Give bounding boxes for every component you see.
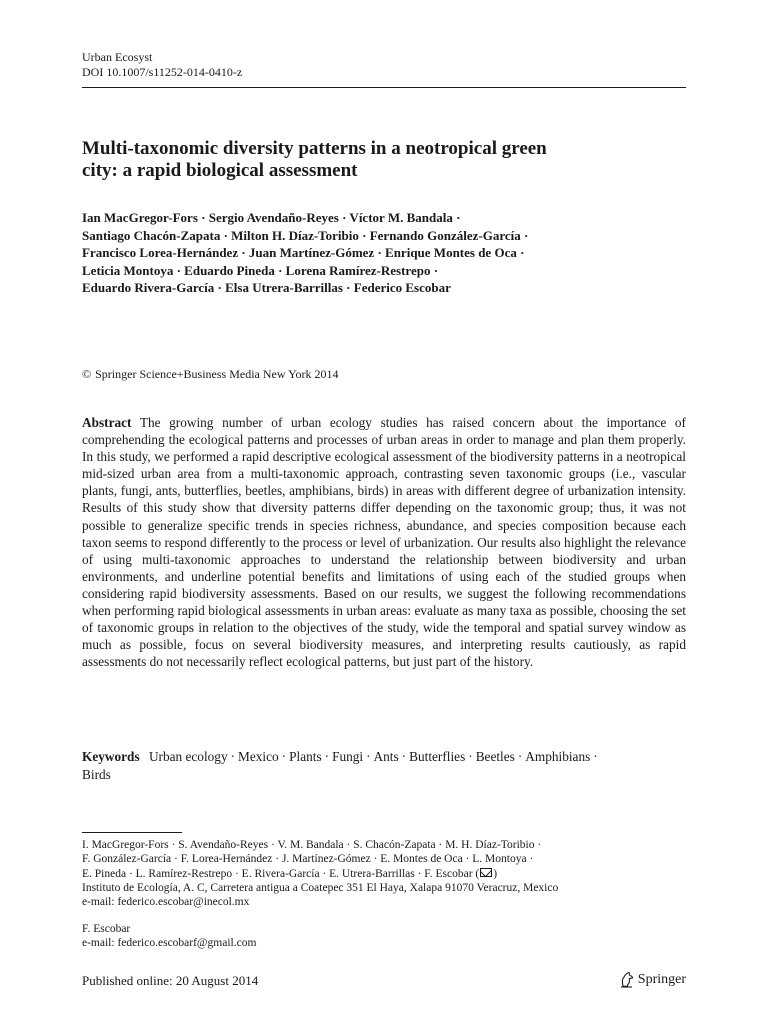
contact-name: F. Escobar bbox=[82, 923, 131, 935]
footnote-line: I. MacGregor-Fors · S. Avendaño-Reyes · V. M. Bandala · S. Chacón-Zapata · M. H. Díaz-Toribio · bbox=[82, 839, 542, 851]
envelope-icon bbox=[480, 868, 492, 877]
keywords-label: Keywords bbox=[82, 749, 140, 764]
keyword-separator: · bbox=[517, 749, 523, 764]
affiliation: Instituto de Ecología, A. C, Carretera antigua a Coatepec 351 El Haya, Xalapa 91070 Veracruz, Mexico bbox=[82, 881, 559, 894]
copyright-text: Springer Science+Business Media New York 2014 bbox=[95, 367, 339, 381]
footnote-line-text: E. Pineda · L. Ramírez-Restrepo · E. Rivera-García · E. Utrera-Barrillas · F. Escobar ( bbox=[82, 867, 480, 880]
email-text[interactable]: e-mail: federico.escobar@inecol.mx bbox=[82, 896, 250, 909]
contact-email[interactable] bbox=[82, 936, 686, 950]
keyword: Ants bbox=[373, 749, 399, 764]
title-line: city: a rapid biological assessment bbox=[82, 160, 358, 181]
author-list bbox=[82, 209, 686, 297]
publisher-name: Springer bbox=[637, 971, 686, 987]
article-first-page bbox=[82, 0, 686, 1024]
keyword-separator: · bbox=[366, 749, 371, 764]
keyword-separator: · bbox=[593, 749, 598, 764]
second-contact-footnote bbox=[82, 922, 686, 951]
footnote-line-text: ) bbox=[493, 867, 498, 880]
author-line: Leticia Montoya · Eduardo Pineda · Lorena Ramírez-Restrepo · bbox=[82, 262, 439, 278]
publisher-logo bbox=[619, 971, 686, 988]
keyword: Birds bbox=[82, 766, 111, 782]
author-line: Santiago Chacón-Zapata · Milton H. Díaz-Toribio · Fernando González-García · bbox=[82, 227, 529, 243]
keyword: Urban ecology bbox=[148, 749, 228, 764]
header-rule bbox=[82, 87, 686, 88]
keyword: Fungi bbox=[332, 749, 364, 764]
keyword: Beetles bbox=[475, 749, 515, 764]
keyword-separator: · bbox=[401, 749, 407, 764]
springer-horse-icon bbox=[619, 971, 634, 988]
published-date: Published online: 20 August 2014 bbox=[82, 973, 259, 988]
abstract bbox=[82, 414, 686, 670]
copyright-symbol: © bbox=[82, 367, 92, 381]
corresponding-email[interactable] bbox=[82, 895, 686, 909]
footnote-line: F. González-García · F. Lorea-Hernández · J. Martínez-Gómez · E. Montes de Oca · L. Montoya · bbox=[82, 853, 534, 866]
footnote-rule bbox=[82, 832, 182, 833]
keyword: Amphibians bbox=[525, 749, 591, 764]
keyword: Plants bbox=[289, 749, 322, 764]
journal-name: Urban Ecosyst bbox=[82, 50, 153, 64]
journal-header bbox=[82, 50, 242, 80]
footnote-line bbox=[82, 867, 686, 881]
keyword-separator: · bbox=[281, 749, 287, 764]
title-line: Multi-taxonomic diversity patterns in a neotropical green bbox=[82, 138, 547, 159]
author-line: Eduardo Rivera-García · Elsa Utrera-Barrillas · Federico Escobar bbox=[82, 280, 451, 295]
keyword-separator: · bbox=[468, 749, 473, 764]
author-line: Francisco Lorea-Hernández · Juan Martínez-Gómez · Enrique Montes de Oca · bbox=[82, 245, 525, 260]
abstract-text: The growing number of urban ecology studies has raised concern about the importance of comprehending the ecological patterns and processes of urban areas in order to manage and plan them properly. In this study, we performed a rapid descriptive ecological assessment of the biodiversity patterns in a neotropical mid-sized urban area from a multi-taxonomic approach, contrasting seven taxonomic groups (i.e., vascular plants, fungi, ants, butterflies, beetles, amphibians, birds) in areas with different degree of urbanization intensity. Results of this study show that diversity patterns differ depending on the taxonomic group; thus, it was not possible to generalize specific trends in species richness, abundance, and species composition because each taxon seems to respond differently to the process or level of urbanization. Our results also highlight the relevance of using multi-taxonomic approaches to understand the relationship between biodiversity and urban environments, and underline potential benefits and limitations of using each of the studied groups when considering rapid biodiversity assessments. Based on our results, we suggest the following recommendations when performing rapid biological assessments in urban areas: evaluate as many taxa as possible, choosing the set of taxonomic groups in relation to the objectives of the study, wide the temporal and spatial survey window as much as possible, focus on several biodiversity measures, and interpreting results cautiously, as rapid assessments do not necessarily reflect ecological patterns, but just part of the history. bbox=[82, 415, 686, 670]
article-title bbox=[82, 138, 686, 182]
author-line: Ian MacGregor-Fors · Sergio Avendaño-Reyes · Víctor M. Bandala · bbox=[82, 210, 461, 225]
author-affiliation-footnote bbox=[82, 838, 686, 909]
copyright-notice bbox=[82, 367, 339, 382]
keyword-separator: · bbox=[230, 749, 236, 764]
keyword: Butterflies bbox=[409, 749, 466, 764]
abstract-label: Abstract bbox=[82, 415, 132, 430]
keywords bbox=[82, 748, 686, 783]
doi: DOI 10.1007/s11252-014-0410-z bbox=[82, 65, 243, 79]
keyword-separator: · bbox=[324, 749, 330, 764]
email-text[interactable]: e-mail: federico.escobarf@gmail.com bbox=[82, 937, 257, 950]
keyword: Mexico bbox=[238, 749, 279, 764]
